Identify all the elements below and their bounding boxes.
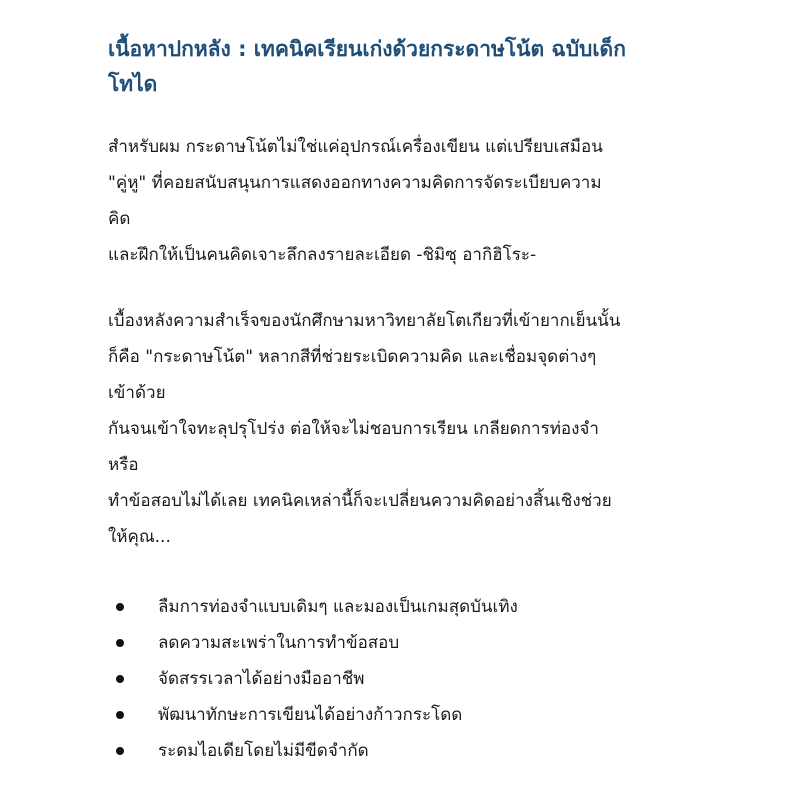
list-item	[108, 697, 700, 733]
bullet-icon	[116, 639, 124, 647]
title-line-1: เนื้อหาปกหลัง : เทคนิคเรียนเก่งด้วยกระดาษโน้ต ฉบับเด็ก	[108, 37, 626, 61]
title-line-2: โทได	[108, 72, 158, 96]
paragraph-line: "คู่หู" ที่คอยสนับสนุนการแสดงออกทางความคิดการจัดระเบียบความ	[108, 173, 602, 193]
bullet-icon	[116, 711, 124, 719]
bullet-icon	[116, 675, 124, 683]
list-item	[108, 589, 700, 625]
list-item-text: ลืมการท่องจำแบบเดิมๆ และมองเป็นเกมสุดบันเทิง	[158, 597, 518, 617]
list-item-text: จัดสรรเวลาได้อย่างมืออาชีพ	[158, 669, 365, 689]
paragraph-line: ให้คุณ...	[108, 527, 171, 547]
list-item	[108, 733, 700, 769]
paragraph-line: กันจนเข้าใจทะลุปรุโปร่ง ต่อให้จะไม่ชอบการเรียน เกลียดการท่องจำ	[108, 419, 599, 439]
paragraph-line: เบื้องหลังความสำเร็จของนักศึกษามหาวิทยาลัยโตเกียวที่เข้ายากเย็นนั้น	[108, 311, 621, 331]
bullet-icon	[116, 603, 124, 611]
page-title	[108, 32, 700, 102]
list-item-text: ลดความสะเพร่าในการทำข้อสอบ	[158, 633, 400, 653]
bullet-icon	[116, 747, 124, 755]
paragraph-line: ทำข้อสอบไม่ได้เลย เทคนิคเหล่านี้ก็จะเปลี่ยนความคิดอย่างสิ้นเชิงช่วย	[108, 491, 612, 511]
paragraph-line: คิด	[108, 209, 131, 229]
list-item	[108, 661, 700, 697]
benefit-list	[108, 589, 700, 769]
description-paragraph	[108, 303, 700, 555]
paragraph-line: ก็คือ "กระดาษโน้ต" หลากสีที่ช่วยระเบิดความคิด และเชื่อมจุดต่างๆ	[108, 347, 597, 367]
list-item-text: พัฒนาทักษะการเขียนได้อย่างก้าวกระโดด	[158, 705, 463, 725]
intro-paragraph	[108, 129, 700, 273]
paragraph-line: เข้าด้วย	[108, 383, 166, 403]
paragraph-line: และฝึกให้เป็นคนคิดเจาะลึกลงรายละเอียด -ชิมิซุ อากิฮิโระ-	[108, 245, 537, 265]
paragraph-line: หรือ	[108, 455, 139, 475]
list-item	[108, 625, 700, 661]
list-item-text: ระดมไอเดียโดยไม่มีขีดจำกัด	[158, 741, 369, 761]
paragraph-line: สำหรับผม กระดาษโน้ตไม่ใช่แค่อุปกรณ์เครื่องเขียน แต่เปรียบเสมือน	[108, 137, 603, 157]
